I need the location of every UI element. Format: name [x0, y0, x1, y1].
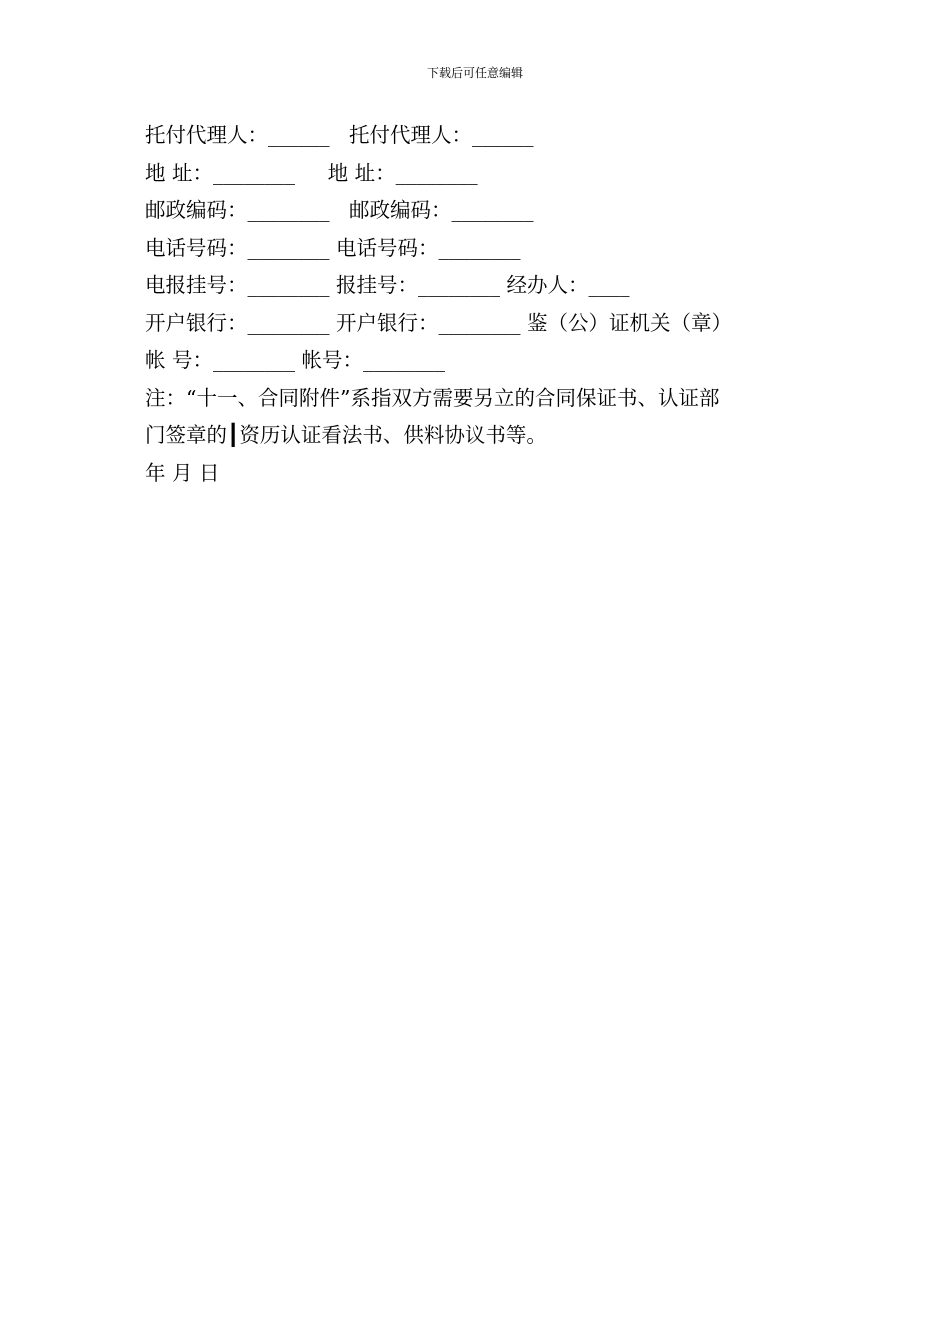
- telegram-line: 电报挂号：________ 报挂号：________ 经办人：____: [145, 273, 630, 297]
- note-line-1: 注：“十一、合同附件”系指双方需要另立的合同保证书、认证部: [145, 385, 720, 410]
- document-body: [145, 117, 815, 492]
- account-line: 帐 号：________ 帐号：________: [145, 348, 446, 372]
- bank-line: 开户银行：________ 开户银行：________ 鉴（公）证机关（章）: [145, 310, 733, 335]
- page-header: 下载后可任意编辑: [426, 66, 523, 80]
- phone-line: 电话号码：________ 电话号码：________: [145, 235, 521, 260]
- note-line-2: 门签章的┃资历认证看法书、供料协议书等。: [145, 423, 547, 447]
- date-line: 年 月 日: [145, 460, 220, 485]
- postcode-line: 邮政编码：________ 邮政编码：________: [145, 198, 534, 222]
- address-line: 地 址：________ 地 址：________: [145, 160, 478, 185]
- agent-line: 托付代理人：______ 托付代理人：______: [145, 123, 534, 147]
